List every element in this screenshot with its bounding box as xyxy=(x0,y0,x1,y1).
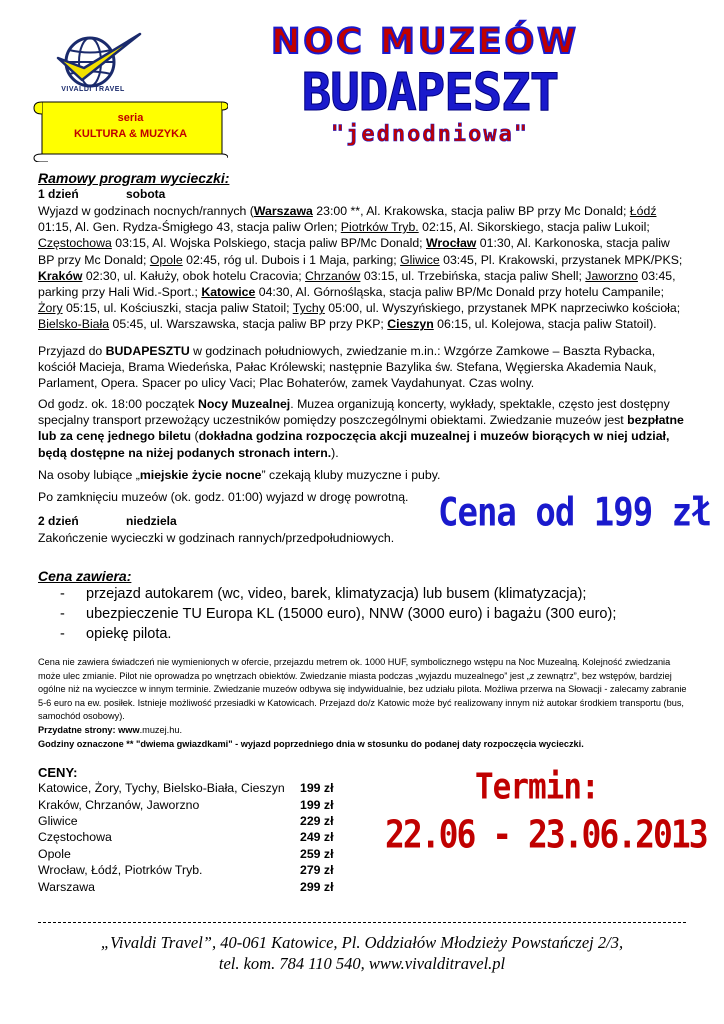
text-run: 01:30, Al. Karkonoska, stacja paliw BP przy Mc Donald; xyxy=(38,236,670,267)
text-run: Na osoby lubiące „ xyxy=(38,468,140,482)
text-run: dokładna godzina rozpoczęcia akcji muzealnej i muzeów biorących w niej udział, będą dostępne na niżej podanych stronach intern. xyxy=(38,429,670,460)
series-label xyxy=(48,110,213,142)
end-paragraph: Zakończenie wycieczki w godzinach rannych/przedpołudniowych. xyxy=(38,531,395,545)
price-value: 229 zł xyxy=(300,813,334,828)
text-run: Tychy xyxy=(292,301,325,316)
price-value: 249 zł xyxy=(300,830,334,845)
text-run: Warszawa xyxy=(253,204,313,218)
text-run: 23:00 **, Al. Krakowska, stacja paliw BP przy Mc Donald; xyxy=(312,204,630,218)
price-city: Częstochowa xyxy=(38,830,112,845)
footer-address: „Vivaldi Travel”, 40-061 Katowice, Pl. Oddziałów Młodzieży Powstańczej 2/3, xyxy=(100,933,624,952)
text-run: Opole xyxy=(149,252,183,267)
text-run: Piotrków Tryb. xyxy=(340,220,419,235)
text-run: . Muzea organizują koncerty, wykłady, spektakle, często jest dostępny specjalny transport przewożący uczestników pomiędzy poszczególnymi obiektami. Zwiedzanie muzeów jest xyxy=(38,397,670,428)
price-row xyxy=(38,813,340,829)
text-run: ( xyxy=(191,429,199,444)
text-run: 03:45, Pl. Krakowski, przystanek MPK/PKS; xyxy=(439,252,683,267)
title-jednodniowa: "jednodniowa" xyxy=(330,122,530,147)
useful-sites-label: Przydatne strony: xyxy=(38,724,119,735)
price-value: 299 zł xyxy=(300,879,334,894)
prices-table xyxy=(38,780,340,895)
text-run: BUDAPESZTU xyxy=(105,344,190,358)
termin-dates: 22.06 - 23.06.2013 xyxy=(385,812,707,857)
notes-text: Cena nie zawiera świadczeń nie wymienionych w ofercie, przejazdu metrem ok. 1000 HUF, symbolicznego wstępu na Noc Muzealną. Kolejność zwiedzania może ulec zmianie. Pilot nie oprowadza po wnętrzach obiektów. Zwiedzanie miasta podczas „wyjazdu muzealnego” jest „z zewnątrz”, bez wstępów, bardziej ogólne niż na wycieczce w innym terminie. Zwiedzanie muzeów odbywa się indywidualnie, bez udziału pilota. Możliwa przerwa na Słowacji - zalecamy zabranie 5-6 euro na ew. posiłek. Istnieje możliwość przesiadki w Katowicach. Przejazd do/z Katowic może być realizowany innym niż autokar środkiem transportu (bus, samochód osobowy). xyxy=(38,657,687,722)
useful-sites-domain: .muzej.hu. xyxy=(139,724,182,735)
day2-weekday: niedziela xyxy=(126,514,177,528)
series-line1: seria xyxy=(117,112,144,124)
text-run: Łódź xyxy=(629,204,657,218)
price-row xyxy=(38,780,340,796)
text-run: 02:45, róg ul. Dubois i 1 Maja, parking; xyxy=(182,252,401,267)
price-headline: Cena od 199 zł xyxy=(438,490,711,536)
text-run: Przyjazd do xyxy=(38,344,106,358)
departure-paragraph xyxy=(38,203,688,333)
useful-sites-www: www xyxy=(118,724,140,735)
day1-label: 1 dzień xyxy=(38,187,79,201)
prices-heading: CENY: xyxy=(38,765,78,780)
text-run: Kraków xyxy=(38,268,83,283)
title-noc-muzeow: NOC MUZEÓW xyxy=(271,22,579,62)
included-heading: Cena zawiera: xyxy=(38,568,132,584)
price-city: Gliwice xyxy=(38,813,78,828)
clubs-paragraph xyxy=(38,467,688,483)
text-run: Od godz. ok. 18:00 początek xyxy=(38,397,198,411)
text-run: Bielsko-Biała xyxy=(38,317,110,332)
logo-text: VIVALDI TRAVEL xyxy=(61,86,125,93)
price-value: 259 zł xyxy=(300,846,334,861)
text-run: Wrocław xyxy=(426,236,477,251)
price-row xyxy=(38,846,340,862)
price-city: Opole xyxy=(38,846,71,861)
text-run: ” czekają kluby muzyczne i puby. xyxy=(261,468,441,482)
included-item: - opiekę pilota. xyxy=(60,624,616,644)
text-run: 05:15, ul. Kościuszki, stacja paliw Statoil; xyxy=(62,301,293,316)
text-run: 02:15, Al. Sikorskiego, stacja paliw Lukoil; xyxy=(418,220,650,235)
text-run: miejskie życie nocne xyxy=(139,468,262,482)
arrival-paragraph xyxy=(38,343,688,392)
text-run: Katowice xyxy=(201,285,256,300)
price-row xyxy=(38,796,340,812)
museum-night-paragraph xyxy=(38,396,688,461)
text-run: Nocy Muzealnej xyxy=(197,397,291,411)
price-value: 199 zł xyxy=(300,781,334,796)
text-run: ). xyxy=(331,445,339,460)
text-run: 05:45, ul. Warszawska, stacja paliw BP przy PKP; xyxy=(109,317,388,332)
text-run: 03:45, parking przy Hali Wid.-Sport.; xyxy=(38,268,676,300)
included-item: - ubezpieczenie TU Europa KL (15000 euro), NNW (3000 euro) i bagażu (300 euro); xyxy=(60,604,616,624)
text-run: 04:30, Al. Górnośląska, stacja paliw BP/Mc Donald przy hotelu Campanile; xyxy=(255,285,665,300)
price-value: 199 zł xyxy=(300,797,334,812)
return-paragraph: Po zamknięciu muzeów (ok. godz. 01:00) wyjazd w drogę powrotną. xyxy=(38,490,409,504)
termin-label: Termin: xyxy=(475,766,599,808)
text-run: 02:30, ul. Kałuży, obok hotelu Cracovia; xyxy=(82,268,306,283)
day2-label: 2 dzień xyxy=(38,514,79,528)
text-run: bezpłatne lub za cenę jednego biletu xyxy=(38,413,684,444)
text-run: 03:15, Al. Wojska Polskiego, stacja paliw BP/Mc Donald; xyxy=(111,236,427,251)
text-run: 05:00, ul. Wyszyńskiego, przystanek MPK naprzeciwko kościoła; xyxy=(324,301,681,316)
stars-note: Godziny oznaczone ** "dwiema gwiazdkami" - wyjazd poprzedniego dnia w stosunku do podanej daty rozpoczęcia wycieczki. xyxy=(38,738,584,749)
price-city: Wrocław, Łódź, Piotrków Tryb. xyxy=(38,863,203,878)
price-city: Warszawa xyxy=(38,879,95,894)
text-run: 01:15, Al. Gen. Rydza-Śmigłego 43, stacja paliw Orlen; xyxy=(38,220,341,235)
text-run: Żory xyxy=(38,301,63,316)
footer-divider xyxy=(38,922,686,923)
useful-sites xyxy=(38,724,688,738)
price-city: Kraków, Chrzanów, Jaworzno xyxy=(38,797,200,812)
text-run: Częstochowa xyxy=(38,236,112,251)
included-item: - przejazd autokarem (wc, video, barek, klimatyzacja) lub busem (klimatyzacja); xyxy=(60,584,616,604)
program-heading: Ramowy program wycieczki: xyxy=(38,170,230,186)
price-row xyxy=(38,862,340,878)
text-run: 03:15, ul. Trzebińska, stacja paliw Shell; xyxy=(360,268,586,283)
text-run: Gliwice xyxy=(400,252,440,267)
day1-weekday: sobota xyxy=(126,187,166,201)
text-run: Chrzanów xyxy=(305,268,361,283)
footer-contact: tel. kom. 784 110 540, www.vivalditravel.pl xyxy=(218,954,506,973)
price-row xyxy=(38,878,340,894)
text-run: 06:15, ul. Kolejowa, stacja paliw Statoil). xyxy=(433,317,657,332)
price-city: Katowice, Żory, Tychy, Bielsko-Biała, Cieszyn xyxy=(38,781,285,796)
title-budapeszt: BUDAPESZT xyxy=(301,62,559,123)
text-run: Wyjazd w godzinach nocnych/rannych ( xyxy=(38,204,254,218)
vivaldi-logo-icon xyxy=(38,28,148,106)
series-line2: KULTURA & MUZYKA xyxy=(73,128,188,140)
text-run: w godzinach południowych, zwiedzanie m.in.: Wzgórze Zamkowe – Baszta Rybacka, kościół Macieja, Brama Wiedeńska, Pałac Królewski; następnie Bazylika św. Stefana, Węgierska Akademia Nauk, Parlament, Opera. Spacer po ulicy Vaci; Plac Bohaterów, zamek Vaydahunyat. Czas wolny. xyxy=(38,344,657,391)
notes-block xyxy=(38,656,688,751)
text-run: Jaworzno xyxy=(585,268,638,283)
included-list xyxy=(60,584,616,644)
price-row xyxy=(38,829,340,845)
price-value: 279 zł xyxy=(300,863,334,878)
text-run: Cieszyn xyxy=(387,317,434,332)
